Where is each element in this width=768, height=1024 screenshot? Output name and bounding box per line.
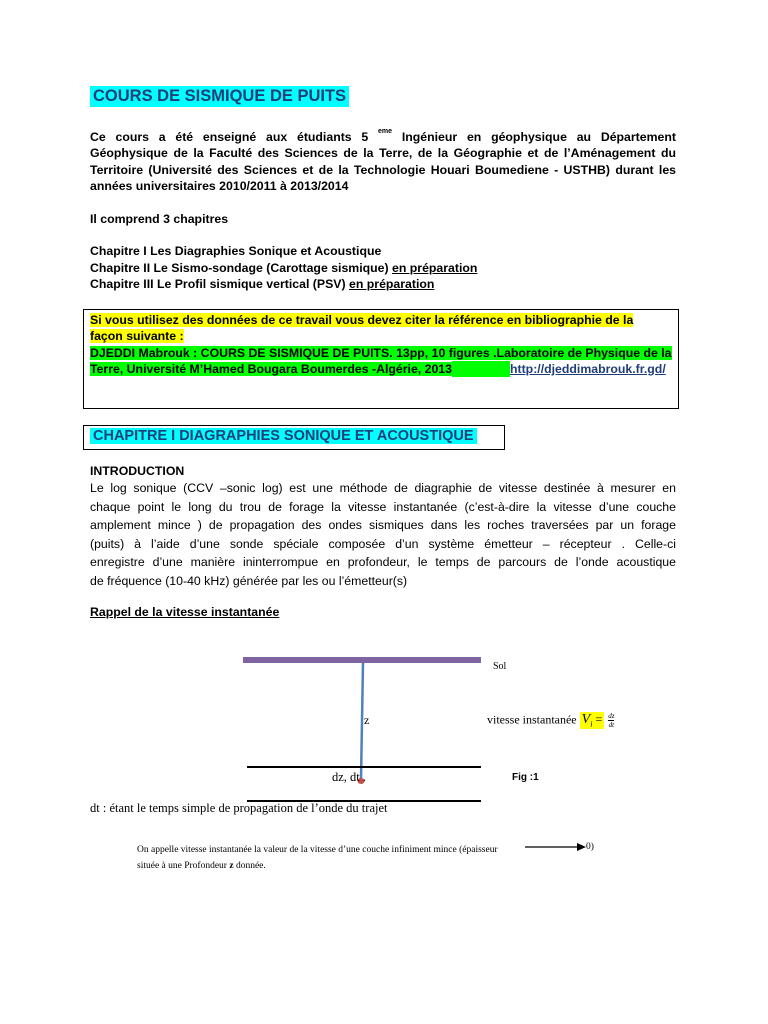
introduction-heading: INTRODUCTION	[90, 464, 185, 478]
intro-line: années universitaires 2010/2011 à 2013/2014	[90, 179, 349, 194]
body-line: Le log sonique (CCV –sonic log) est une méthode de diagraphie de vitesse destinée à mesurer en	[90, 481, 676, 495]
arrow-head-icon	[577, 843, 586, 851]
body-line: de fréquence (10-40 kHz) générée par les ou l’émetteur(s)	[90, 573, 408, 588]
intro-line: Ce cours a été enseigné aux étudiants 5 $^{eme}$ Ingénieur en géophysique au Département	[90, 128, 676, 144]
chapter-status: en préparation	[349, 277, 435, 292]
author-website-link[interactable]: http://djeddimabrouk.fr.gd/	[509, 361, 666, 376]
chapter-1-title: CHAPITRE I DIAGRAPHIES SONIQUE ET ACOUSTIQUE	[90, 428, 477, 444]
citation-instruction: Si vous utilisez des données de ce travail vous devez citer la référence en bibliographie de la	[90, 313, 634, 327]
section-heading-rappel: Rappel de la vitesse instantanée	[90, 605, 280, 619]
intro-line: Géophysique de la Faculté des Sciences de la Terre, de la Géographie et de l’Aménagement du	[90, 146, 676, 161]
citation-reference: DJEDDI Mabrouk : COURS DE SISMIQUE DE PUITS. 13pp, 10 figures .Laboratoire de Physique de la	[90, 345, 672, 360]
instant-velocity-formula: vitesse instantanée $V_i$ = $\frac{dz}{dt}$	[487, 712, 615, 729]
formula-highlight: $V_i$ =	[581, 712, 603, 729]
chapter-status: en préparation	[392, 260, 478, 275]
depth-label: z	[364, 713, 370, 727]
body-line: amplement mince ) de propagation des ondes sismiques dans les roches traversées par un forage	[90, 518, 676, 532]
citation-instruction: façon suivante :	[90, 329, 184, 344]
ground-label: Sol	[493, 661, 507, 672]
intro-line: Territoire (Université des Sciences et de la Technologie Houari Boumediene - USTHB) durant les	[90, 162, 676, 177]
citation-reference: Terre, Université M’Hamed Bougara Boumerdes -Algérie, 2013	[90, 361, 452, 376]
ground-surface-bar	[243, 657, 481, 663]
instant-velocity-definition: On appelle vitesse instantanée la valeur de la vitesse d’une couche infiniment mince (épaisseur située à une Profondeur z donnée.	[137, 845, 498, 871]
chapter-item: Chapitre III Le Profil sismique vertical (PSV) en préparation	[90, 277, 435, 292]
layer-increments-label: dz, dt .	[332, 770, 367, 784]
chapters-intro: Il comprend 3 chapitres	[90, 212, 229, 226]
formula-fraction: $\frac{dz}{dt}$	[608, 712, 615, 729]
body-line: (puits) à l’aide d’une sonde spéciale composée d’un système émetteur – récepteur . Celle-ci	[90, 536, 676, 551]
dt-definition: dt : étant le temps simple de propagation de l’onde du trajet	[90, 801, 388, 815]
chapter-item: Chapitre II Le Sismo-sondage (Carottage sismique) en préparation	[90, 260, 478, 275]
figure-caption: Fig :1	[512, 772, 539, 783]
borehole-line	[361, 663, 363, 780]
chapter-item: Chapitre I Les Diagraphies Sonique et Acoustique	[90, 244, 382, 259]
body-line: chaque point le long du trou de forage la vitesse instantanée (c’est-à-dire la vitesse d’une couche	[90, 499, 676, 514]
body-line: enregistre d’une manière ininterrompue en profondeur, le temps de parcours de l’onde acoustique	[90, 555, 676, 569]
arrow-target-label: 0)	[586, 842, 594, 852]
document-title: COURS DE SISMIQUE DE PUITS	[90, 86, 349, 107]
